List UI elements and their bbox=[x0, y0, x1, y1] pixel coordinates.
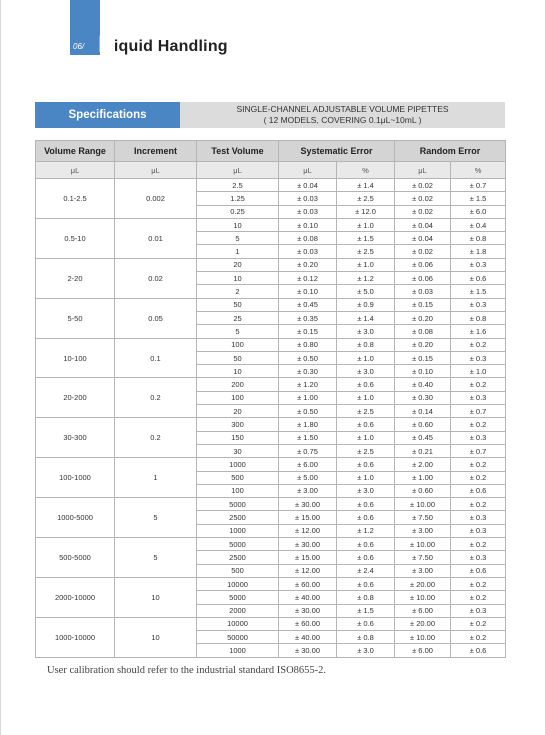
specifications-table bbox=[35, 140, 506, 658]
volume-range-cell: 0.5-10 bbox=[36, 218, 115, 258]
table-row bbox=[36, 458, 506, 471]
systematic-error-ul-cell: ± 6.00 bbox=[279, 458, 337, 471]
systematic-error-ul-cell: ± 0.12 bbox=[279, 272, 337, 285]
random-error-pct-cell: ± 0.3 bbox=[451, 524, 506, 537]
systematic-error-ul-cell: ± 0.03 bbox=[279, 192, 337, 205]
systematic-error-pct-cell: ± 1.0 bbox=[337, 391, 395, 404]
systematic-error-ul-cell: ± 0.03 bbox=[279, 245, 337, 258]
random-error-ul-cell: ± 0.06 bbox=[395, 272, 451, 285]
test-volume-cell: 10000 bbox=[197, 617, 279, 630]
test-volume-cell: 1000 bbox=[197, 524, 279, 537]
random-error-ul-cell: ± 0.45 bbox=[395, 431, 451, 444]
random-error-ul-cell: ± 0.40 bbox=[395, 378, 451, 391]
test-volume-cell: 1000 bbox=[197, 458, 279, 471]
random-error-ul-cell: ± 0.15 bbox=[395, 298, 451, 311]
test-volume-cell: 5000 bbox=[197, 538, 279, 551]
specifications-bar bbox=[35, 102, 505, 128]
systematic-error-ul-cell: ± 0.04 bbox=[279, 179, 337, 192]
test-volume-cell: 2500 bbox=[197, 511, 279, 524]
test-volume-cell: 150 bbox=[197, 431, 279, 444]
test-volume-cell: 2 bbox=[197, 285, 279, 298]
section-title bbox=[98, 30, 228, 58]
systematic-error-ul-cell: ± 40.00 bbox=[279, 631, 337, 644]
systematic-error-pct-cell: ± 0.9 bbox=[337, 298, 395, 311]
systematic-error-pct-cell: ± 1.4 bbox=[337, 311, 395, 324]
page-number: 06/ bbox=[73, 42, 85, 51]
random-error-ul-cell: ± 7.50 bbox=[395, 551, 451, 564]
systematic-error-pct-cell: ± 0.8 bbox=[337, 338, 395, 351]
col-systematic-error: Systematic Error bbox=[279, 141, 395, 162]
systematic-error-pct-cell: ± 3.0 bbox=[337, 325, 395, 338]
volume-range-cell: 10-100 bbox=[36, 338, 115, 378]
increment-cell: 0.02 bbox=[115, 258, 197, 298]
systematic-error-ul-cell: ± 5.00 bbox=[279, 471, 337, 484]
systematic-error-pct-cell: ± 0.6 bbox=[337, 551, 395, 564]
test-volume-cell: 30 bbox=[197, 444, 279, 457]
random-error-ul-cell: ± 10.00 bbox=[395, 498, 451, 511]
systematic-error-pct-cell: ± 0.6 bbox=[337, 498, 395, 511]
random-error-pct-cell: ± 0.4 bbox=[451, 218, 506, 231]
volume-range-cell: 100-1000 bbox=[36, 458, 115, 498]
random-error-ul-cell: ± 0.08 bbox=[395, 325, 451, 338]
random-error-ul-cell: ± 6.00 bbox=[395, 644, 451, 657]
table-row bbox=[36, 577, 506, 590]
random-error-pct-cell: ± 0.2 bbox=[451, 378, 506, 391]
test-volume-cell: 10 bbox=[197, 218, 279, 231]
test-volume-cell: 50 bbox=[197, 298, 279, 311]
systematic-error-ul-cell: ± 60.00 bbox=[279, 617, 337, 630]
random-error-ul-cell: ± 10.00 bbox=[395, 591, 451, 604]
systematic-error-ul-cell: ± 0.50 bbox=[279, 351, 337, 364]
random-error-ul-cell: ± 20.00 bbox=[395, 577, 451, 590]
test-volume-cell: 50000 bbox=[197, 631, 279, 644]
random-error-ul-cell: ± 0.04 bbox=[395, 232, 451, 245]
test-volume-cell: 1000 bbox=[197, 644, 279, 657]
random-error-pct-cell: ± 1.5 bbox=[451, 192, 506, 205]
systematic-error-ul-cell: ± 0.50 bbox=[279, 405, 337, 418]
random-error-ul-cell: ± 0.03 bbox=[395, 285, 451, 298]
specifications-description bbox=[180, 104, 505, 126]
table-row bbox=[36, 617, 506, 630]
systematic-error-ul-cell: ± 0.30 bbox=[279, 365, 337, 378]
systematic-error-pct-cell: ± 0.6 bbox=[337, 577, 395, 590]
test-volume-cell: 500 bbox=[197, 471, 279, 484]
table-row bbox=[36, 338, 506, 351]
systematic-error-pct-cell: ± 0.8 bbox=[337, 591, 395, 604]
unit-cell: % bbox=[451, 162, 506, 179]
random-error-pct-cell: ± 0.3 bbox=[451, 551, 506, 564]
unit-cell: μL bbox=[279, 162, 337, 179]
section-title-initial: L bbox=[98, 31, 113, 58]
systematic-error-pct-cell: ± 0.6 bbox=[337, 458, 395, 471]
systematic-error-ul-cell: ± 3.00 bbox=[279, 484, 337, 497]
systematic-error-ul-cell: ± 0.15 bbox=[279, 325, 337, 338]
unit-cell: μL bbox=[115, 162, 197, 179]
table-row bbox=[36, 258, 506, 271]
volume-range-cell: 30-300 bbox=[36, 418, 115, 458]
increment-cell: 0.2 bbox=[115, 378, 197, 418]
systematic-error-ul-cell: ± 1.50 bbox=[279, 431, 337, 444]
random-error-pct-cell: ± 0.3 bbox=[451, 258, 506, 271]
col-random-error: Random Error bbox=[395, 141, 506, 162]
increment-cell: 0.002 bbox=[115, 179, 197, 219]
increment-cell: 1 bbox=[115, 458, 197, 498]
systematic-error-ul-cell: ± 0.10 bbox=[279, 285, 337, 298]
table-row bbox=[36, 418, 506, 431]
test-volume-cell: 2000 bbox=[197, 604, 279, 617]
random-error-pct-cell: ± 0.3 bbox=[451, 298, 506, 311]
systematic-error-pct-cell: ± 0.6 bbox=[337, 378, 395, 391]
systematic-error-pct-cell: ± 1.0 bbox=[337, 218, 395, 231]
systematic-error-ul-cell: ± 0.03 bbox=[279, 205, 337, 218]
systematic-error-ul-cell: ± 30.00 bbox=[279, 538, 337, 551]
increment-cell: 5 bbox=[115, 538, 197, 578]
systematic-error-pct-cell: ± 3.0 bbox=[337, 644, 395, 657]
test-volume-cell: 1.25 bbox=[197, 192, 279, 205]
test-volume-cell: 25 bbox=[197, 311, 279, 324]
random-error-pct-cell: ± 0.3 bbox=[451, 431, 506, 444]
test-volume-cell: 200 bbox=[197, 378, 279, 391]
random-error-pct-cell: ± 0.7 bbox=[451, 405, 506, 418]
systematic-error-pct-cell: ± 1.0 bbox=[337, 258, 395, 271]
test-volume-cell: 10 bbox=[197, 365, 279, 378]
random-error-pct-cell: ± 0.7 bbox=[451, 444, 506, 457]
random-error-ul-cell: ± 0.06 bbox=[395, 258, 451, 271]
random-error-ul-cell: ± 0.02 bbox=[395, 192, 451, 205]
random-error-pct-cell: ± 1.5 bbox=[451, 285, 506, 298]
systematic-error-ul-cell: ± 0.75 bbox=[279, 444, 337, 457]
random-error-pct-cell: ± 0.8 bbox=[451, 311, 506, 324]
random-error-ul-cell: ± 0.60 bbox=[395, 418, 451, 431]
random-error-ul-cell: ± 6.00 bbox=[395, 604, 451, 617]
systematic-error-pct-cell: ± 0.6 bbox=[337, 511, 395, 524]
table-row bbox=[36, 298, 506, 311]
random-error-pct-cell: ± 0.2 bbox=[451, 591, 506, 604]
random-error-pct-cell: ± 0.3 bbox=[451, 351, 506, 364]
random-error-ul-cell: ± 10.00 bbox=[395, 538, 451, 551]
test-volume-cell: 2500 bbox=[197, 551, 279, 564]
systematic-error-pct-cell: ± 2.5 bbox=[337, 405, 395, 418]
random-error-pct-cell: ± 0.2 bbox=[451, 471, 506, 484]
test-volume-cell: 0.25 bbox=[197, 205, 279, 218]
systematic-error-ul-cell: ± 15.00 bbox=[279, 511, 337, 524]
random-error-pct-cell: ± 0.6 bbox=[451, 272, 506, 285]
random-error-pct-cell: ± 0.2 bbox=[451, 458, 506, 471]
systematic-error-ul-cell: ± 0.20 bbox=[279, 258, 337, 271]
systematic-error-pct-cell: ± 1.0 bbox=[337, 351, 395, 364]
systematic-error-pct-cell: ± 1.5 bbox=[337, 232, 395, 245]
systematic-error-pct-cell: ± 3.0 bbox=[337, 365, 395, 378]
increment-cell: 0.2 bbox=[115, 418, 197, 458]
random-error-ul-cell: ± 0.30 bbox=[395, 391, 451, 404]
systematic-error-ul-cell: ± 40.00 bbox=[279, 591, 337, 604]
col-test-volume: Test Volume bbox=[197, 141, 279, 162]
systematic-error-ul-cell: ± 0.45 bbox=[279, 298, 337, 311]
random-error-ul-cell: ± 0.02 bbox=[395, 205, 451, 218]
systematic-error-ul-cell: ± 30.00 bbox=[279, 644, 337, 657]
specifications-label: Specifications bbox=[35, 102, 180, 128]
volume-range-cell: 1000-10000 bbox=[36, 617, 115, 657]
volume-range-cell: 20-200 bbox=[36, 378, 115, 418]
table-units-row bbox=[36, 162, 506, 179]
table-row bbox=[36, 498, 506, 511]
section-title-rest: iquid Handling bbox=[113, 38, 228, 55]
page-header bbox=[70, 0, 250, 60]
volume-range-cell: 2-20 bbox=[36, 258, 115, 298]
test-volume-cell: 10 bbox=[197, 272, 279, 285]
volume-range-cell: 2000-10000 bbox=[36, 577, 115, 617]
random-error-pct-cell: ± 0.2 bbox=[451, 631, 506, 644]
random-error-ul-cell: ± 1.00 bbox=[395, 471, 451, 484]
random-error-pct-cell: ± 0.3 bbox=[451, 604, 506, 617]
random-error-pct-cell: ± 0.2 bbox=[451, 418, 506, 431]
systematic-error-ul-cell: ± 0.08 bbox=[279, 232, 337, 245]
random-error-ul-cell: ± 0.14 bbox=[395, 405, 451, 418]
random-error-ul-cell: ± 0.10 bbox=[395, 365, 451, 378]
random-error-pct-cell: ± 0.6 bbox=[451, 644, 506, 657]
random-error-pct-cell: ± 0.3 bbox=[451, 391, 506, 404]
header-accent-block bbox=[70, 0, 100, 55]
test-volume-cell: 100 bbox=[197, 484, 279, 497]
systematic-error-pct-cell: ± 0.6 bbox=[337, 538, 395, 551]
random-error-pct-cell: ± 0.7 bbox=[451, 179, 506, 192]
systematic-error-pct-cell: ± 1.2 bbox=[337, 524, 395, 537]
systematic-error-pct-cell: ± 1.5 bbox=[337, 604, 395, 617]
col-increment: Increment bbox=[115, 141, 197, 162]
systematic-error-ul-cell: ± 12.00 bbox=[279, 564, 337, 577]
systematic-error-ul-cell: ± 12.00 bbox=[279, 524, 337, 537]
volume-range-cell: 5-50 bbox=[36, 298, 115, 338]
spec-desc-line2: ( 12 MODELS, COVERING 0.1μL~10mL ) bbox=[263, 115, 422, 125]
random-error-pct-cell: ± 0.8 bbox=[451, 232, 506, 245]
systematic-error-ul-cell: ± 30.00 bbox=[279, 498, 337, 511]
systematic-error-pct-cell: ± 12.0 bbox=[337, 205, 395, 218]
systematic-error-ul-cell: ± 15.00 bbox=[279, 551, 337, 564]
systematic-error-pct-cell: ± 0.6 bbox=[337, 418, 395, 431]
test-volume-cell: 5 bbox=[197, 325, 279, 338]
increment-cell: 0.1 bbox=[115, 338, 197, 378]
systematic-error-ul-cell: ± 30.00 bbox=[279, 604, 337, 617]
test-volume-cell: 20 bbox=[197, 405, 279, 418]
random-error-pct-cell: ± 0.2 bbox=[451, 538, 506, 551]
random-error-pct-cell: ± 0.3 bbox=[451, 511, 506, 524]
increment-cell: 10 bbox=[115, 617, 197, 657]
table-row bbox=[36, 378, 506, 391]
random-error-ul-cell: ± 0.20 bbox=[395, 311, 451, 324]
increment-cell: 5 bbox=[115, 498, 197, 538]
random-error-pct-cell: ± 0.2 bbox=[451, 577, 506, 590]
random-error-ul-cell: ± 3.00 bbox=[395, 524, 451, 537]
systematic-error-ul-cell: ± 1.00 bbox=[279, 391, 337, 404]
test-volume-cell: 5 bbox=[197, 232, 279, 245]
random-error-ul-cell: ± 0.21 bbox=[395, 444, 451, 457]
random-error-pct-cell: ± 0.6 bbox=[451, 484, 506, 497]
random-error-ul-cell: ± 2.00 bbox=[395, 458, 451, 471]
random-error-ul-cell: ± 0.60 bbox=[395, 484, 451, 497]
test-volume-cell: 500 bbox=[197, 564, 279, 577]
random-error-ul-cell: ± 7.50 bbox=[395, 511, 451, 524]
test-volume-cell: 2.5 bbox=[197, 179, 279, 192]
test-volume-cell: 1 bbox=[197, 245, 279, 258]
spec-desc-line1: SINGLE-CHANNEL ADJUSTABLE VOLUME PIPETTES bbox=[236, 104, 449, 114]
systematic-error-ul-cell: ± 0.80 bbox=[279, 338, 337, 351]
systematic-error-pct-cell: ± 1.4 bbox=[337, 179, 395, 192]
volume-range-cell: 0.1-2.5 bbox=[36, 179, 115, 219]
page-edge-rule bbox=[0, 0, 1, 735]
systematic-error-pct-cell: ± 1.2 bbox=[337, 272, 395, 285]
systematic-error-ul-cell: ± 60.00 bbox=[279, 577, 337, 590]
random-error-pct-cell: ± 0.2 bbox=[451, 617, 506, 630]
test-volume-cell: 100 bbox=[197, 391, 279, 404]
systematic-error-pct-cell: ± 2.5 bbox=[337, 444, 395, 457]
systematic-error-pct-cell: ± 0.8 bbox=[337, 631, 395, 644]
unit-cell: μL bbox=[395, 162, 451, 179]
test-volume-cell: 10000 bbox=[197, 577, 279, 590]
systematic-error-pct-cell: ± 1.0 bbox=[337, 431, 395, 444]
random-error-ul-cell: ± 10.00 bbox=[395, 631, 451, 644]
systematic-error-pct-cell: ± 2.5 bbox=[337, 245, 395, 258]
random-error-pct-cell: ± 1.6 bbox=[451, 325, 506, 338]
table-header-row bbox=[36, 141, 506, 162]
random-error-pct-cell: ± 1.0 bbox=[451, 365, 506, 378]
test-volume-cell: 100 bbox=[197, 338, 279, 351]
volume-range-cell: 1000-5000 bbox=[36, 498, 115, 538]
systematic-error-ul-cell: ± 0.10 bbox=[279, 218, 337, 231]
random-error-ul-cell: ± 0.02 bbox=[395, 245, 451, 258]
test-volume-cell: 50 bbox=[197, 351, 279, 364]
systematic-error-pct-cell: ± 3.0 bbox=[337, 484, 395, 497]
test-volume-cell: 20 bbox=[197, 258, 279, 271]
volume-range-cell: 500-5000 bbox=[36, 538, 115, 578]
random-error-pct-cell: ± 0.6 bbox=[451, 564, 506, 577]
systematic-error-pct-cell: ± 0.6 bbox=[337, 617, 395, 630]
table-row bbox=[36, 179, 506, 192]
unit-cell: μL bbox=[197, 162, 279, 179]
test-volume-cell: 5000 bbox=[197, 591, 279, 604]
random-error-ul-cell: ± 0.15 bbox=[395, 351, 451, 364]
random-error-pct-cell: ± 6.0 bbox=[451, 205, 506, 218]
table-body bbox=[36, 179, 506, 658]
systematic-error-pct-cell: ± 2.5 bbox=[337, 192, 395, 205]
random-error-ul-cell: ± 0.04 bbox=[395, 218, 451, 231]
systematic-error-ul-cell: ± 1.80 bbox=[279, 418, 337, 431]
systematic-error-pct-cell: ± 1.0 bbox=[337, 471, 395, 484]
random-error-pct-cell: ± 0.2 bbox=[451, 498, 506, 511]
table-row bbox=[36, 538, 506, 551]
col-volume-range: Volume Range bbox=[36, 141, 115, 162]
increment-cell: 0.05 bbox=[115, 298, 197, 338]
random-error-ul-cell: ± 0.20 bbox=[395, 338, 451, 351]
random-error-pct-cell: ± 0.2 bbox=[451, 338, 506, 351]
random-error-ul-cell: ± 20.00 bbox=[395, 617, 451, 630]
increment-cell: 0.01 bbox=[115, 218, 197, 258]
unit-cell: % bbox=[337, 162, 395, 179]
systematic-error-ul-cell: ± 1.20 bbox=[279, 378, 337, 391]
increment-cell: 10 bbox=[115, 577, 197, 617]
unit-cell: μL bbox=[36, 162, 115, 179]
random-error-ul-cell: ± 0.02 bbox=[395, 179, 451, 192]
systematic-error-pct-cell: ± 5.0 bbox=[337, 285, 395, 298]
test-volume-cell: 300 bbox=[197, 418, 279, 431]
systematic-error-pct-cell: ± 2.4 bbox=[337, 564, 395, 577]
test-volume-cell: 5000 bbox=[197, 498, 279, 511]
random-error-ul-cell: ± 3.00 bbox=[395, 564, 451, 577]
systematic-error-ul-cell: ± 0.35 bbox=[279, 311, 337, 324]
footnote: User calibration should refer to the industrial standard ISO8655-2. bbox=[47, 665, 327, 676]
random-error-pct-cell: ± 1.8 bbox=[451, 245, 506, 258]
table-row bbox=[36, 218, 506, 231]
